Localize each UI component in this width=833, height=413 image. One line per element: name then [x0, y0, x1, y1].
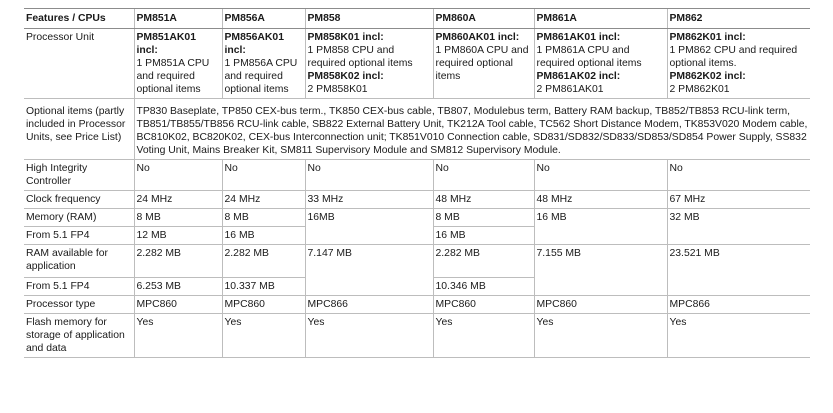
- label-processor-unit: Processor Unit: [24, 29, 134, 99]
- cell-value: 2.282 MB: [433, 245, 534, 278]
- cell-value: 16 MB: [534, 209, 667, 245]
- cell-value: 2.282 MB: [134, 245, 222, 278]
- cell-value: 67 MHz: [667, 191, 810, 209]
- cell-value: 48 MHz: [433, 191, 534, 209]
- row-flash-memory: [24, 314, 810, 358]
- header-pm862: PM862: [667, 9, 810, 29]
- row-ram-application: [24, 245, 810, 278]
- header-pm858: PM858: [305, 9, 433, 29]
- cell-value: 16MB: [305, 209, 433, 245]
- cell-value: MPC866: [667, 296, 810, 314]
- cell-value: 7.155 MB: [534, 245, 667, 296]
- unit-k02-desc: 2 PM862K01: [669, 84, 730, 95]
- cell-pm862-unit: [667, 29, 810, 99]
- header-pm860a: PM860A: [433, 9, 534, 29]
- unit-incl: incl:: [136, 45, 158, 56]
- cell-value: Yes: [534, 314, 667, 358]
- label-clock: Clock frequency: [24, 191, 134, 209]
- cell-pm856a-unit: [222, 29, 305, 99]
- label-optional-items: Optional items (partly included in Processor Units, see Price List): [24, 99, 134, 160]
- cell-value: 7.147 MB: [305, 245, 433, 296]
- cell-value: MPC860: [534, 296, 667, 314]
- row-clock-frequency: [24, 191, 810, 209]
- label-memory-fp4: From 5.1 FP4: [24, 227, 134, 245]
- cell-value: 6.253 MB: [134, 278, 222, 296]
- cell-value: 8 MB: [222, 209, 305, 227]
- cell-value: Yes: [667, 314, 810, 358]
- cell-value: 10.337 MB: [222, 278, 305, 296]
- unit-k01: PM858K01 incl:: [307, 32, 384, 43]
- cell-value: 8 MB: [433, 209, 534, 227]
- cell-value: MPC860: [134, 296, 222, 314]
- cell-pm861a-unit: [534, 29, 667, 99]
- unit-k02: PM862K02 incl:: [669, 71, 746, 82]
- label-ram-app: RAM available for application: [24, 245, 134, 278]
- cell-value: No: [667, 160, 810, 191]
- unit-k01-desc: 1 PM858 CPU and required optional items: [307, 45, 413, 69]
- optional-items-text: TP830 Baseplate, TP850 CEX-bus term., TK850 CEX-bus cable, TB807, Modulebus term, Battery RAM backup, TB852/TB853 RCU-link term, TB851/TB855/TB856 RCU-link cable, SB822 External Battery Unit, TK212A Tool cable, TC562 Short Distance Modem, TK853V020 Modem cable, BC810K02, BC820K02, CEX-bus Interconnection unit; TK851V010 Connection cable, SD831/SD832/SD833/SD853/SD854 Power Supply, SS832 Voting Unit, Mains Breaker Kit, SM811 Supervisory Module and SM812 Supervisory Module.: [134, 99, 810, 160]
- cell-value: 10.346 MB: [433, 278, 534, 296]
- unit-k02: PM858K02 incl:: [307, 71, 384, 82]
- header-row: [24, 9, 810, 29]
- cell-value: 16 MB: [222, 227, 305, 245]
- unit-desc: 1 PM856A CPU and required optional items: [224, 58, 298, 95]
- cell-value: 48 MHz: [534, 191, 667, 209]
- unit-k02: PM861AK02 incl:: [536, 71, 621, 82]
- cell-value: MPC860: [222, 296, 305, 314]
- cell-value: MPC866: [305, 296, 433, 314]
- row-memory: [24, 209, 810, 227]
- cell-value: No: [134, 160, 222, 191]
- unit-k02-desc: 2 PM858K01: [307, 84, 368, 95]
- cell-value: 33 MHz: [305, 191, 433, 209]
- cell-value: 2.282 MB: [222, 245, 305, 278]
- cell-value: Yes: [305, 314, 433, 358]
- unit-desc: 1 PM860A CPU and required optional items: [435, 45, 529, 82]
- cell-value: No: [534, 160, 667, 191]
- unit-k01: PM860AK01 incl:: [435, 32, 520, 43]
- unit-desc: 1 PM851A CPU and required optional items: [136, 58, 210, 95]
- cpu-features-table: [24, 8, 810, 358]
- cell-value: No: [305, 160, 433, 191]
- cell-value: 23.521 MB: [667, 245, 810, 296]
- label-high-integrity: High Integrity Controller: [24, 160, 134, 191]
- header-pm851a: PM851A: [134, 9, 222, 29]
- cell-value: No: [222, 160, 305, 191]
- cell-value: Yes: [433, 314, 534, 358]
- cell-value: 32 MB: [667, 209, 810, 245]
- row-optional-items: [24, 99, 810, 160]
- unit-k02-desc: 2 PM861AK01: [536, 84, 604, 95]
- unit-k01-desc: 1 PM862 CPU and required optional items.: [669, 45, 798, 69]
- row-processor-type: [24, 296, 810, 314]
- label-proc-type: Processor type: [24, 296, 134, 314]
- cell-value: MPC860: [433, 296, 534, 314]
- unit-k01: PM862K01 incl:: [669, 32, 746, 43]
- cell-value: Yes: [134, 314, 222, 358]
- cell-value: Yes: [222, 314, 305, 358]
- unit-k01: PM861AK01 incl:: [536, 32, 621, 43]
- header-pm861a: PM861A: [534, 9, 667, 29]
- cell-pm858-unit: [305, 29, 433, 99]
- cell-value: No: [433, 160, 534, 191]
- unit-k01-desc: 1 PM861A CPU and required optional items: [536, 45, 642, 69]
- cell-value: 24 MHz: [134, 191, 222, 209]
- cell-value: 8 MB: [134, 209, 222, 227]
- header-features: Features / CPUs: [24, 9, 134, 29]
- unit-code: PM856AK01: [224, 32, 284, 43]
- label-memory: Memory (RAM): [24, 209, 134, 227]
- label-flash: Flash memory for storage of application and data: [24, 314, 134, 358]
- row-high-integrity: [24, 160, 810, 191]
- label-ram-fp4: From 5.1 FP4: [24, 278, 134, 296]
- header-pm856a: PM856A: [222, 9, 305, 29]
- cell-value: 12 MB: [134, 227, 222, 245]
- cell-pm851a-unit: [134, 29, 222, 99]
- row-processor-unit: [24, 29, 810, 99]
- unit-incl: incl:: [224, 45, 246, 56]
- cell-value: 16 MB: [433, 227, 534, 245]
- cell-value: 24 MHz: [222, 191, 305, 209]
- cell-pm860a-unit: [433, 29, 534, 99]
- unit-code: PM851AK01: [136, 32, 196, 43]
